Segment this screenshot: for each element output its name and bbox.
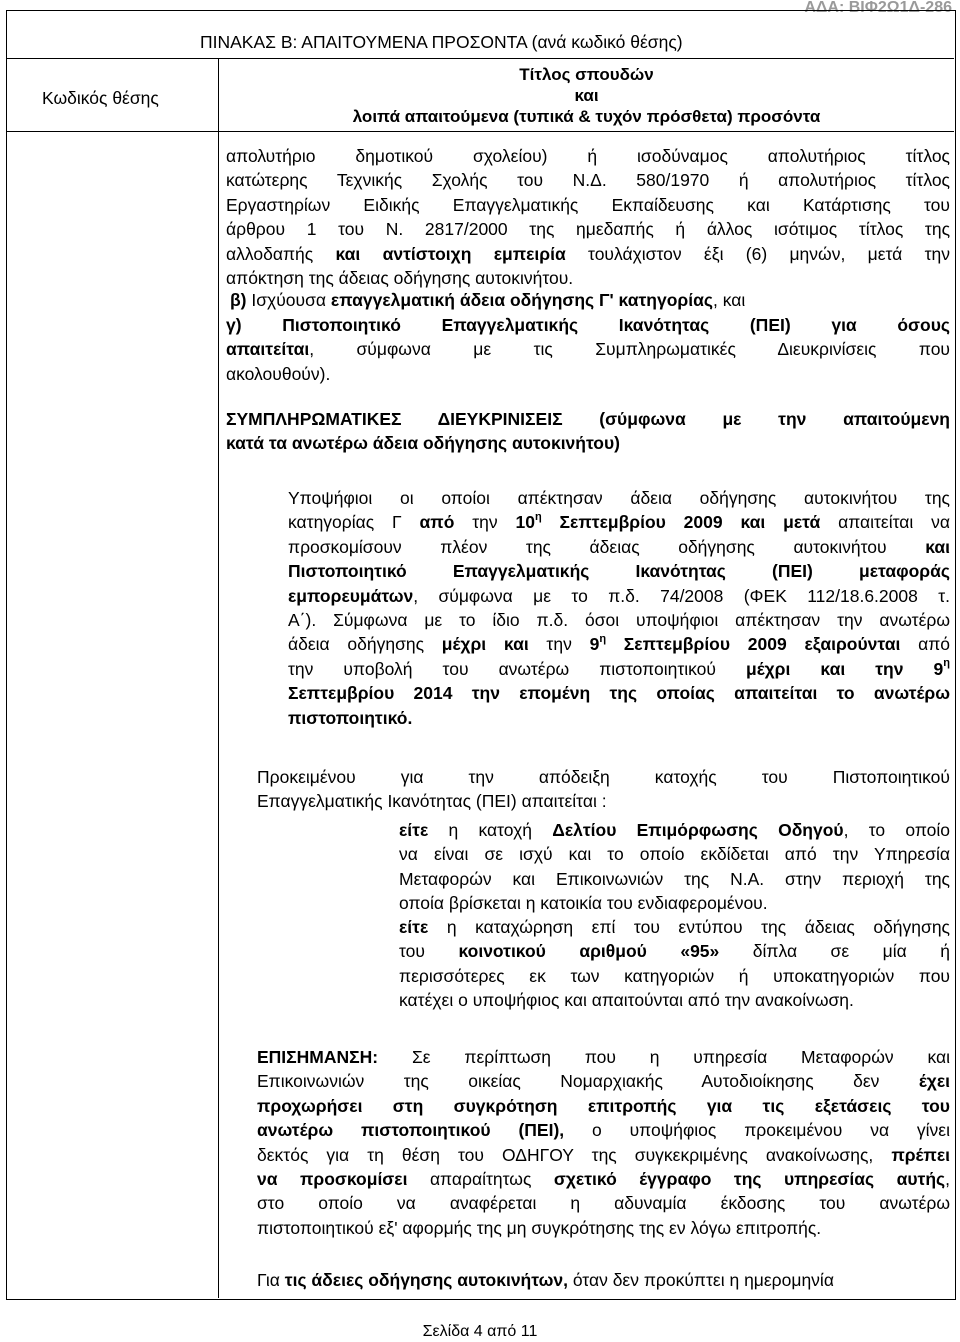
ada-watermark: ΑΔΑ: ΒΙΦ2Ω1Δ-286 xyxy=(804,0,952,16)
pei-option-1 xyxy=(399,818,950,916)
text-line: άρθρου 1 του Ν. 2817/2000 της ημεδαπής ή άλλος ισότιμος τίτλος της xyxy=(226,219,950,240)
table-divider-header xyxy=(6,131,954,132)
text-line: κατέχει ο υποψήφιος και απαιτούνται από την ανακοίνωση. xyxy=(399,990,854,1011)
text-line: Εργαστηρίων Ειδικής Επαγγελματικής Εκπαίδευσης και Κατάρτισης του xyxy=(226,194,950,215)
text-line: Υποψήφιοι οι οποίοι απέκτησαν άδεια οδήγησης αυτοκινήτου της xyxy=(288,488,950,508)
text-line: κατώτερης Τεχνικής Σχολής του Ν.Δ. 580/1970 ή απολυτήριος τίτλος xyxy=(226,170,950,191)
text-line: ανωτέρω πιστοποιητικού (ΠΕΙ), ο υποψήφιος προκειμένου να γίνει xyxy=(257,1120,950,1141)
text-line: ακολουθούν). xyxy=(226,363,331,384)
text-line: Επικοινωνιών της οικείας Νομαρχιακής Αυτοδιοίκησης δεν έχει xyxy=(257,1071,950,1092)
text-line: εμπορευμάτων, σύμφωνα με το π.δ. 74/2008 (ΦΕΚ 112/18.6.2008 τ. xyxy=(288,585,950,606)
text-line: άδεια οδήγησης μέχρι και την $9^\eta$ Σεπτεμβρίου 2009 εξαιρούνται από xyxy=(288,632,951,655)
text-line: να είναι σε ισχύ και το οποίο εκδίδεται από την Υπηρεσία xyxy=(399,844,950,865)
text-line: γ) Πιστοποιητικό Επαγγελματικής Ικανότητας (ΠΕΙ) για όσους xyxy=(226,315,950,335)
text-line: προσκομίσουν πλέον της άδειας οδήγησης αυτοκινήτου και xyxy=(288,536,950,557)
column-header-titles xyxy=(219,64,954,127)
notice-paragraph xyxy=(257,1045,950,1240)
pei-option-2 xyxy=(399,915,950,1013)
text-line: είτε η καταχώρηση επί του εντύπου της άδειας οδήγησης xyxy=(399,917,950,937)
table-divider-title xyxy=(6,58,954,59)
text-line: την υποβολή του ανωτέρω πιστοποιητικού μέχρι και την $9^\eta$ xyxy=(288,657,950,679)
pei-proof-paragraph xyxy=(257,765,950,814)
text-line: προχωρήσει στη συγκρότηση επιτροπής για τις εξετάσεις του xyxy=(257,1095,950,1116)
table-title: ΠΙΝΑΚΑΣ Β: ΑΠΑΙΤΟΥΜΕΝΑ ΠΡΟΣΟΝΤΑ (ανά κωδικό θέσης) xyxy=(200,32,683,52)
text-line: Προκειμένου για την απόδειξη κατοχής του Πιστοποιητικού xyxy=(257,767,950,787)
page-footer: Σελίδα 4 από 11 xyxy=(422,1323,538,1340)
text-line: δεκτός για τη θέση του ΟΔΗΓΟΥ της συγκεκριμένης ανακοίνωσης, πρέπει xyxy=(257,1144,950,1165)
text-line: είτε η κατοχή Δελτίου Επιμόρφωσης Οδηγού, το οποίο xyxy=(399,820,950,840)
text-line: απόκτηση της άδειας οδήγησης αυτοκινήτου. xyxy=(226,268,574,289)
qualification-b: β) Ισχύουσα επαγγελματική άδεια οδήγησης Γ' κατηγορίας, και xyxy=(230,290,746,310)
header-line: Τίτλος σπουδών xyxy=(519,65,654,84)
text-line: περισσότερες εκ των κατηγοριών ή υποκατηγοριών που xyxy=(399,965,950,986)
qualification-paragraph xyxy=(226,144,950,290)
text-line: οποία βρίσκεται η κατοικία του ενδιαφερομένου. xyxy=(399,893,768,914)
text-line: στο οποίο να αναφέρεται η αδυναμία έκδοσης του ανωτέρω xyxy=(257,1193,950,1214)
text-line: ΕΠΙΣΗΜΑΝΣΗ: Σε περίπτωση που η υπηρεσία Μεταφορών και xyxy=(257,1047,950,1067)
text-line: αλλοδαπής και αντίστοιχη εμπειρία τουλάχιστον έξι (6) μηνών, μετά την xyxy=(226,243,950,264)
column-header-code: Κωδικός θέσης xyxy=(42,88,159,108)
text-line: Μεταφορών και Επικοινωνιών της Ν.Α. στην περιοχή της xyxy=(399,868,950,889)
text-line: πιστοποιητικό. xyxy=(288,707,413,728)
text-line: κατά τα ανωτέρω άδεια οδήγησης αυτοκινήτου) xyxy=(226,433,621,454)
qualification-c xyxy=(226,313,950,386)
text-line: Α΄). Σύμφωνα με το ίδιο π.δ. όσοι υποψήφιοι απέκτησαν την ανωτέρω xyxy=(288,610,950,631)
text-line: Σεπτεμβρίου 2014 την επομένη της οποίας απαιτείται το ανωτέρω xyxy=(288,683,950,704)
header-line: λοιπά απαιτούμενα (τυπικά & τυχόν πρόσθετα) προσόντα xyxy=(352,107,821,126)
text-line: Επαγγελματικής Ικανότητας (ΠΕΙ) απαιτείται : xyxy=(257,791,607,812)
supplementary-heading xyxy=(226,407,950,456)
text-line: Πιστοποιητικό Επαγγελματικής Ικανότητας (ΠΕΙ) μεταφοράς xyxy=(288,561,950,582)
text-line: κατηγορίας Γ από την $10^\eta$ Σεπτεμβρίου 2009 και μετά απαιτείται να xyxy=(288,510,951,533)
license-paragraph xyxy=(288,486,950,730)
text-line: απολυτήριο δημοτικού σχολείου) ή ισοδύναμος απολυτήριος τίτλος xyxy=(226,146,950,166)
header-line: και xyxy=(574,86,599,105)
text-line: του κοινοτικού αριθμού «95» δίπλα σε μία ή xyxy=(399,941,950,962)
text-line: απαιτείται, σύμφωνα με τις Συμπληρωματικές Διευκρινίσεις που xyxy=(226,339,950,360)
text-line: πιστοποιητικού εξ' αφορμής της μη συγκρότησης της εν λόγω επιτροπής. xyxy=(257,1217,822,1238)
licenses-paragraph: Για τις άδειες οδήγησης αυτοκινήτων, όταν δεν προκύπτει η ημερομηνία xyxy=(257,1270,834,1290)
text-line: να προσκομίσει απαραίτητως σχετικό έγγραφο της υπηρεσίας αυτής, xyxy=(257,1169,951,1190)
table-divider-vertical xyxy=(218,58,219,1298)
text-line: ΣΥΜΠΛΗΡΩΜΑΤΙΚΕΣ ΔΙΕΥΚΡΙΝΙΣΕΙΣ (σύμφωνα με την απαιτούμενη xyxy=(226,409,950,429)
